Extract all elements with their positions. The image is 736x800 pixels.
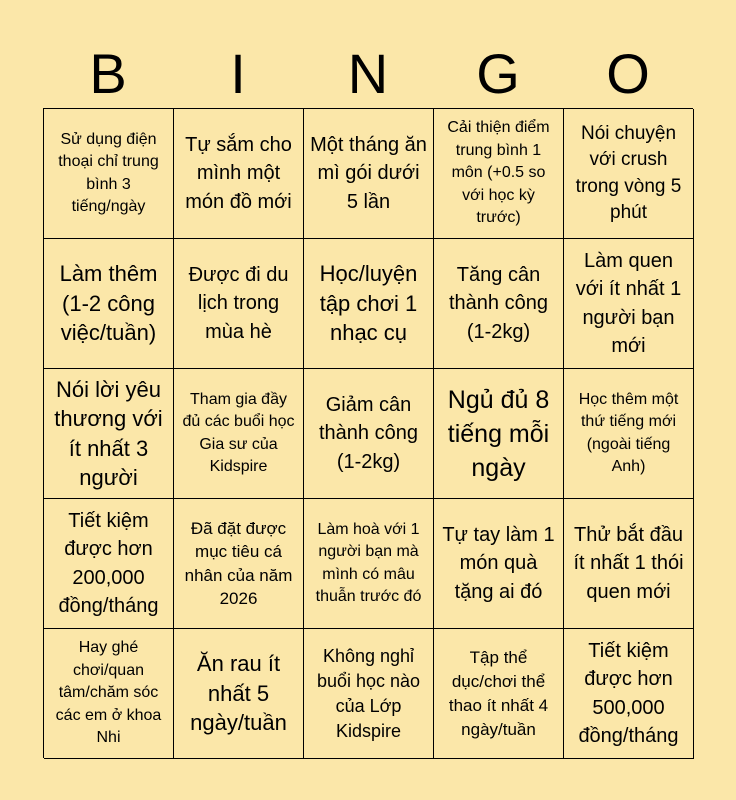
cell-text: Tự sắm cho mình một món đồ mới (185, 133, 292, 213)
cell-text: Ăn rau ít nhất 5 ngày/tuần (190, 651, 287, 736)
bingo-header (43, 40, 693, 108)
cell-text: Giảm cân thành công (1-2kg) (319, 393, 418, 473)
bingo-cell-r4-c3[interactable] (304, 499, 434, 629)
bingo-cell-r5-c5[interactable] (564, 629, 694, 759)
bingo-cell-r3-c3[interactable] (304, 369, 434, 499)
cell-text: Tiết kiệm được hơn 200,000 đồng/tháng (58, 509, 159, 617)
cell-text: Học/luyện tập chơi 1 nhạc cụ (319, 261, 418, 346)
cell-text: Đã đặt được mục tiêu cá nhân của năm 2026 (184, 518, 293, 608)
bingo-cell-r5-c2[interactable] (174, 629, 304, 759)
bingo-cell-r1-c1[interactable] (44, 109, 174, 239)
bingo-cell-r1-c5[interactable] (564, 109, 694, 239)
bingo-cell-r5-c1[interactable] (44, 629, 174, 759)
cell-text: Ngủ đủ 8 tiếng mỗi ngày (447, 385, 550, 482)
bingo-cell-r3-c4[interactable] (434, 369, 564, 499)
bingo-cell-r3-c5[interactable] (564, 369, 694, 499)
cell-text: Tập thể dục/chơi thể thao ít nhất 4 ngày/tuần (448, 647, 549, 739)
cell-text: Hay ghé chơi/quan tâm/chăm sóc các em ở khoa Nhi (55, 639, 162, 747)
bingo-cell-r1-c4[interactable] (434, 109, 564, 239)
bingo-cell-r2-c4[interactable] (434, 239, 564, 369)
bingo-cell-r4-c1[interactable] (44, 499, 174, 629)
cell-text: Tham gia đầy đủ các buổi học Gia sư của Kidspire (182, 390, 295, 475)
header-letter-b: B (89, 42, 127, 105)
bingo-cell-r2-c2[interactable] (174, 239, 304, 369)
cell-text: Không nghỉ buổi học nào của Lớp Kidspire (316, 645, 421, 741)
bingo-cell-r5-c4[interactable] (434, 629, 564, 759)
cell-text: Nói chuyện với crush trong vòng 5 phút (575, 122, 682, 223)
bingo-board (43, 108, 693, 758)
cell-text: Làm quen với ít nhất 1 người bạn mới (575, 249, 682, 357)
bingo-cell-r3-c1[interactable] (44, 369, 174, 499)
bingo-cell-r4-c2[interactable] (174, 499, 304, 629)
bingo-cell-r2-c1[interactable] (44, 239, 174, 369)
header-letter-i: I (230, 42, 246, 105)
cell-text: Sử dụng điện thoại chỉ trung bình 3 tiếng/ngày (58, 130, 159, 215)
bingo-cell-r4-c4[interactable] (434, 499, 564, 629)
cell-text: Tiết kiệm được hơn 500,000 đồng/tháng (578, 639, 679, 747)
cell-text: Một tháng ăn mì gói dưới 5 lần (310, 133, 427, 213)
bingo-cell-r1-c2[interactable] (174, 109, 304, 239)
cell-text: Cải thiện điểm trung bình 1 môn (+0.5 so với học kỳ trước) (447, 119, 550, 227)
bingo-cell-r4-c5[interactable] (564, 499, 694, 629)
cell-text: Làm thêm (1-2 công việc/tuần) (59, 261, 158, 346)
bingo-cell-r2-c5[interactable] (564, 239, 694, 369)
cell-text: Làm hoà với 1 người bạn mà mình có mâu thuẫn trước đó (315, 520, 422, 605)
header-letter-g: G (476, 42, 520, 105)
cell-text: Nói lời yêu thương với ít nhất 3 người (54, 376, 163, 490)
header-letter-o: O (606, 42, 650, 105)
cell-text: Học thêm một thứ tiếng mới (ngoài tiếng Anh) (578, 390, 679, 475)
cell-text: Tự tay làm 1 món quà tặng ai đó (442, 523, 555, 603)
cell-text: Thử bắt đầu ít nhất 1 thói quen mới (573, 523, 684, 603)
header-letter-n: N (347, 42, 389, 105)
cell-text: Được đi du lịch trong mùa hè (188, 263, 289, 343)
bingo-cell-r2-c3[interactable] (304, 239, 434, 369)
cell-text: Tăng cân thành công (1-2kg) (449, 263, 548, 343)
bingo-cell-r1-c3[interactable] (304, 109, 434, 239)
bingo-cell-r5-c3[interactable] (304, 629, 434, 759)
bingo-cell-r3-c2[interactable] (174, 369, 304, 499)
